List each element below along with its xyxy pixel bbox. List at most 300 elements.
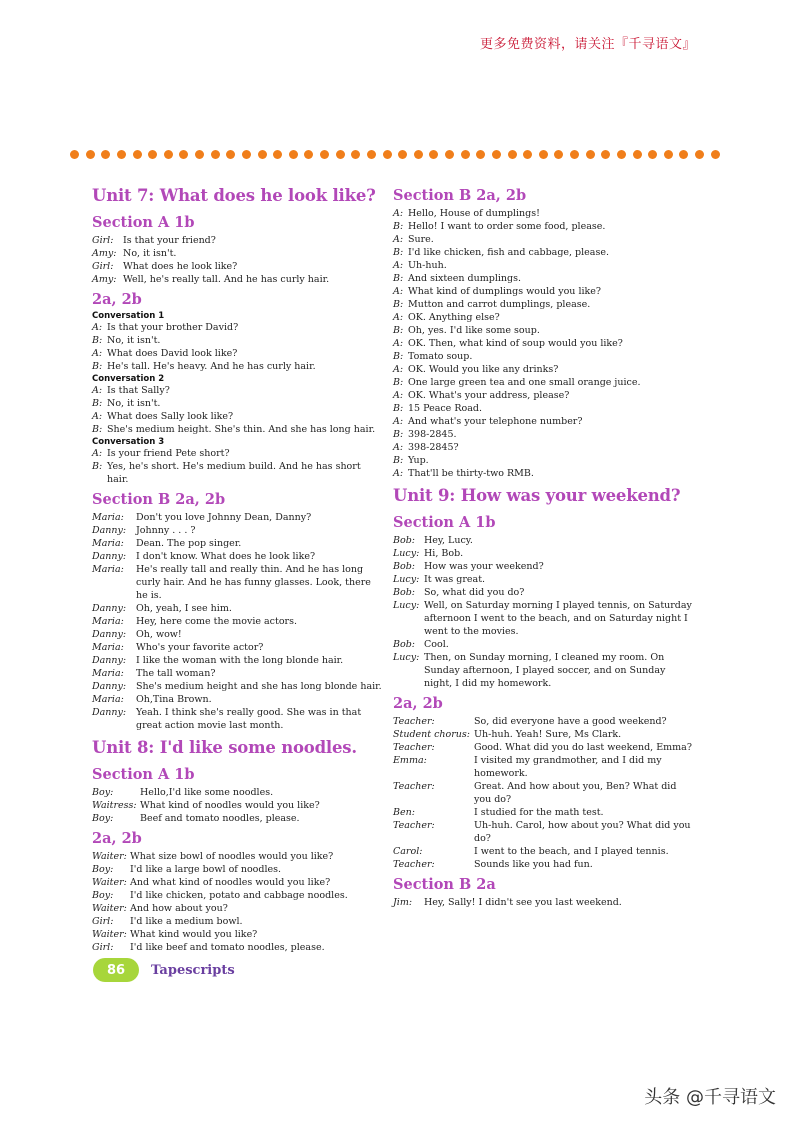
- conversation-title: Conversation 2: [92, 374, 165, 384]
- line-text: Then, on Sunday morning, I cleaned my room. On Sunday afternoon, I played soccer, and on Sunday night, I did my homework.: [424, 652, 666, 689]
- dialogue-line: [92, 654, 382, 667]
- speaker: Boy:: [92, 890, 114, 901]
- line-text: Uh-huh.: [408, 260, 447, 271]
- divider-dot: [508, 150, 517, 159]
- speaker: A:: [92, 448, 103, 459]
- speaker: B:: [393, 455, 404, 466]
- divider-dot: [523, 150, 532, 159]
- line-text: Great. And how about you, Ben? What did you do?: [474, 781, 677, 805]
- divider-dot: [383, 150, 392, 159]
- section-block: [92, 490, 382, 732]
- speaker: Waiter:: [92, 929, 127, 940]
- speaker: A:: [393, 468, 404, 479]
- page-number-badge: 86: [93, 958, 139, 982]
- line-text: She's medium height. She's thin. And she has long hair.: [107, 424, 376, 435]
- dialogue-line: [92, 693, 382, 706]
- line-text: Is that Sally?: [107, 385, 170, 396]
- speaker: Teacher:: [393, 742, 435, 753]
- line-text: Cool.: [424, 639, 449, 650]
- speaker: Bob:: [393, 535, 415, 546]
- line-text: Dean. The pop singer.: [136, 538, 242, 549]
- speaker: Boy:: [92, 864, 114, 875]
- speaker: Maria:: [92, 564, 124, 575]
- dialogue-line: [393, 741, 693, 754]
- line-text: Well, he's really tall. And he has curly hair.: [123, 274, 330, 285]
- divider-dot: [648, 150, 657, 159]
- line-text: OK. Anything else?: [408, 312, 500, 323]
- speaker: Boy:: [92, 787, 114, 798]
- line-text: It was great.: [424, 574, 486, 585]
- section-heading: 2a, 2b: [393, 695, 443, 712]
- dialogue: [92, 321, 382, 373]
- dialogue: [92, 511, 382, 732]
- speaker: Bob:: [393, 561, 415, 572]
- conversation: [92, 437, 382, 486]
- speaker: Girl:: [92, 942, 114, 953]
- dialogue: [92, 234, 382, 286]
- divider-dot: [179, 150, 188, 159]
- divider-dot: [148, 150, 157, 159]
- line-text: Oh, yeah, I see him.: [136, 603, 232, 614]
- dialogue-line: [393, 259, 693, 272]
- dialogue-line: [92, 602, 382, 615]
- section-heading: Section B 2a, 2b: [92, 491, 226, 508]
- speaker: B:: [92, 424, 103, 435]
- divider-dot: [258, 150, 267, 159]
- line-text: 15 Peace Road.: [408, 403, 482, 414]
- dialogue-line: [92, 397, 382, 410]
- divider-dot: [70, 150, 79, 159]
- dialogue-line: [393, 285, 693, 298]
- line-text: And how about you?: [130, 903, 228, 914]
- speaker: Danny:: [92, 681, 127, 692]
- dialogue-line: [393, 806, 693, 819]
- dialogue: [92, 850, 382, 954]
- section-heading: 2a, 2b: [92, 291, 142, 308]
- line-text: Uh-huh. Yeah! Sure, Ms Clark.: [474, 729, 622, 740]
- dialogue-line: [92, 786, 382, 799]
- line-text: Don't you love Johnny Dean, Danny?: [136, 512, 312, 523]
- dialogue-line: [92, 447, 382, 460]
- speaker: B:: [393, 377, 404, 388]
- line-text: Oh, yes. I'd like some soup.: [408, 325, 540, 336]
- divider-dot: [461, 150, 470, 159]
- line-text: Beef and tomato noodles, please.: [140, 813, 300, 824]
- divider-dot: [695, 150, 704, 159]
- line-text: And what's your telephone number?: [408, 416, 583, 427]
- divider-dot: [398, 150, 407, 159]
- line-text: Oh, wow!: [136, 629, 182, 640]
- dialogue-line: [393, 220, 693, 233]
- line-text: Is that your brother David?: [107, 322, 239, 333]
- dialogue-line: [92, 889, 382, 902]
- left-column: [92, 186, 382, 958]
- line-text: What kind of dumplings would you like?: [408, 286, 601, 297]
- dialogue-line: [393, 350, 693, 363]
- speaker: Amy:: [92, 274, 117, 285]
- speaker: A:: [92, 411, 103, 422]
- dialogue-line: [92, 347, 382, 360]
- speaker: A:: [393, 234, 404, 245]
- watermark: 头条 @千寻语文: [644, 1087, 776, 1108]
- line-text: So, did everyone have a good weekend?: [474, 716, 667, 727]
- dialogue: [393, 534, 693, 690]
- divider-dot: [617, 150, 626, 159]
- line-text: I'd like chicken, potato and cabbage noodles.: [130, 890, 348, 901]
- speaker: A:: [393, 390, 404, 401]
- dialogue-line: [393, 728, 693, 741]
- line-text: I don't know. What does he look like?: [136, 551, 316, 562]
- line-text: Well, on Saturday morning I played tennis, on Saturday afternoon I went to the beach, and on Saturday night I went to the movies.: [424, 600, 692, 637]
- dialogue: [393, 715, 693, 871]
- speaker: Amy:: [92, 248, 117, 259]
- dialogue-line: [393, 337, 693, 350]
- line-text: Tomato soup.: [408, 351, 473, 362]
- section-heading: Section A 1b: [393, 514, 496, 531]
- dialogue-line: [92, 628, 382, 641]
- dialogue-line: [393, 402, 693, 415]
- line-text: Yup.: [408, 455, 429, 466]
- dialogue-line: [92, 706, 382, 732]
- dialogue-line: [393, 845, 693, 858]
- divider-dot: [492, 150, 501, 159]
- line-text: Hey, Sally! I didn't see you last weekend.: [424, 897, 622, 908]
- speaker: B:: [393, 299, 404, 310]
- dialogue-line: [393, 207, 693, 220]
- divider-dot: [679, 150, 688, 159]
- footer-label: Tapescripts: [151, 962, 235, 978]
- divider-dot: [351, 150, 360, 159]
- divider-dot: [164, 150, 173, 159]
- line-text: Hello, House of dumplings!: [408, 208, 540, 219]
- dialogue-line: [92, 410, 382, 423]
- line-text: He's really tall and really thin. And he has long curly hair. And he has funny glasses. Look, there he is.: [136, 564, 371, 601]
- speaker: Danny:: [92, 655, 127, 666]
- speaker: Danny:: [92, 603, 127, 614]
- line-text: And sixteen dumplings.: [408, 273, 522, 284]
- divider-dot: [289, 150, 298, 159]
- section-block: [393, 186, 693, 480]
- speaker: A:: [393, 260, 404, 271]
- dialogue-line: [92, 524, 382, 537]
- line-text: Hello,I'd like some noodles.: [140, 787, 274, 798]
- section-heading: Section A 1b: [92, 766, 195, 783]
- speaker: Teacher:: [393, 716, 435, 727]
- line-text: What size bowl of noodles would you like?: [130, 851, 334, 862]
- dialogue-line: [92, 384, 382, 397]
- dialogue-line: [393, 754, 693, 780]
- dialogue-line: [393, 454, 693, 467]
- dialogue-line: [393, 441, 693, 454]
- line-text: I'd like beef and tomato noodles, please.: [130, 942, 325, 953]
- speaker: Waiter:: [92, 851, 127, 862]
- speaker: Girl:: [92, 235, 114, 246]
- dialogue-line: [393, 534, 693, 547]
- speaker: A:: [393, 208, 404, 219]
- speaker: Bob:: [393, 639, 415, 650]
- line-text: Hi, Bob.: [424, 548, 464, 559]
- line-text: Mutton and carrot dumplings, please.: [408, 299, 591, 310]
- line-text: Hey, here come the movie actors.: [136, 616, 297, 627]
- speaker: Danny:: [92, 629, 127, 640]
- divider-dot: [429, 150, 438, 159]
- speaker: Maria:: [92, 668, 124, 679]
- divider-dot: [711, 150, 720, 159]
- line-text: I'd like a large bowl of noodles.: [130, 864, 282, 875]
- speaker: B:: [393, 273, 404, 284]
- speaker: A:: [393, 338, 404, 349]
- speaker: B:: [92, 461, 103, 472]
- line-text: Is that your friend?: [123, 235, 216, 246]
- dialogue-line: [92, 247, 382, 260]
- dialogue-line: [92, 273, 382, 286]
- line-text: Johnny . . . ?: [136, 525, 196, 536]
- dialogue-line: [393, 324, 693, 337]
- line-text: Uh-huh. Carol, how about you? What did you do?: [474, 820, 691, 844]
- divider-dot: [117, 150, 126, 159]
- speaker: Lucy:: [393, 574, 420, 585]
- speaker: Bob:: [393, 587, 415, 598]
- speaker: A:: [393, 286, 404, 297]
- line-text: I visited my grandmother, and I did my homework.: [474, 755, 662, 779]
- speaker: Girl:: [92, 261, 114, 272]
- dotted-divider: [70, 150, 720, 162]
- dialogue: [92, 786, 382, 825]
- dialogue-line: [393, 233, 693, 246]
- dialogue-line: [92, 941, 382, 954]
- line-text: One large green tea and one small orange juice.: [408, 377, 641, 388]
- divider-dot: [586, 150, 595, 159]
- dialogue-line: [92, 563, 382, 602]
- divider-dot: [570, 150, 579, 159]
- line-text: I studied for the math test.: [474, 807, 604, 818]
- speaker: Maria:: [92, 694, 124, 705]
- line-text: Oh,Tina Brown.: [136, 694, 212, 705]
- speaker: A:: [393, 364, 404, 375]
- divider-dot: [242, 150, 251, 159]
- dialogue-line: [92, 537, 382, 550]
- divider-dot: [86, 150, 95, 159]
- dialogue-line: [92, 799, 382, 812]
- unit-title: Unit 8: I'd like some noodles.: [92, 738, 357, 757]
- dialogue-line: [92, 321, 382, 334]
- speaker: B:: [92, 361, 103, 372]
- section-heading: 2a, 2b: [92, 830, 142, 847]
- speaker: B:: [393, 247, 404, 258]
- speaker: Lucy:: [393, 652, 420, 663]
- speaker: A:: [393, 416, 404, 427]
- header-promo-note: 更多免费资料，请关注『千寻语文』: [479, 37, 696, 52]
- speaker: Waiter:: [92, 877, 127, 888]
- line-text: Sounds like you had fun.: [474, 859, 593, 870]
- speaker: Maria:: [92, 538, 124, 549]
- line-text: Is your friend Pete short?: [107, 448, 230, 459]
- divider-dot: [476, 150, 485, 159]
- speaker: Teacher:: [393, 859, 435, 870]
- dialogue-line: [393, 376, 693, 389]
- dialogue-line: [92, 334, 382, 347]
- dialogue-line: [92, 550, 382, 563]
- line-text: What does David look like?: [107, 348, 238, 359]
- line-text: Good. What did you do last weekend, Emma?: [474, 742, 692, 753]
- speaker: A:: [393, 442, 404, 453]
- line-text: What kind of noodles would you like?: [140, 800, 320, 811]
- dialogue-line: [393, 246, 693, 259]
- speaker: Student chorus:: [393, 729, 470, 740]
- speaker: Girl:: [92, 916, 114, 927]
- speaker: A:: [92, 322, 103, 333]
- dialogue-line: [393, 715, 693, 728]
- dialogue: [393, 207, 693, 480]
- dialogue-line: [92, 902, 382, 915]
- line-text: And what kind of noodles would you like?: [130, 877, 331, 888]
- dialogue-line: [92, 234, 382, 247]
- conversation: [92, 374, 382, 436]
- speaker: Danny:: [92, 551, 127, 562]
- speaker: Lucy:: [393, 548, 420, 559]
- section-block: [92, 829, 382, 954]
- speaker: Maria:: [92, 616, 124, 627]
- dialogue-line: [92, 928, 382, 941]
- line-text: I like the woman with the long blonde hair.: [136, 655, 344, 666]
- speaker: B:: [393, 221, 404, 232]
- line-text: Yeah. I think she's really good. She was in that great action movie last month.: [136, 707, 362, 731]
- divider-dot: [273, 150, 282, 159]
- dialogue-line: [393, 560, 693, 573]
- line-text: No, it isn't.: [107, 335, 161, 346]
- dialogue-line: [393, 896, 693, 909]
- divider-dot: [211, 150, 220, 159]
- speaker: B:: [393, 403, 404, 414]
- divider-dot: [445, 150, 454, 159]
- line-text: What does Sally look like?: [107, 411, 234, 422]
- speaker: Carol:: [393, 846, 423, 857]
- speaker: Maria:: [92, 512, 124, 523]
- dialogue-line: [92, 850, 382, 863]
- dialogue-line: [393, 363, 693, 376]
- dialogue-line: [92, 812, 382, 825]
- speaker: Jim:: [393, 897, 413, 908]
- line-text: No, it isn't.: [107, 398, 161, 409]
- divider-dot: [336, 150, 345, 159]
- line-text: Hey, Lucy.: [424, 535, 473, 546]
- line-text: What does he look like?: [123, 261, 238, 272]
- dialogue-line: [92, 863, 382, 876]
- dialogue-line: [393, 311, 693, 324]
- line-text: OK. Would you like any drinks?: [408, 364, 559, 375]
- page-footer: [93, 958, 235, 982]
- line-text: He's tall. He's heavy. And he has curly hair.: [107, 361, 316, 372]
- speaker: Danny:: [92, 707, 127, 718]
- section-heading: Section A 1b: [92, 214, 195, 231]
- unit-title: Unit 9: How was your weekend?: [393, 486, 681, 505]
- speaker: Emma:: [393, 755, 427, 766]
- speaker: Teacher:: [393, 781, 435, 792]
- right-column: [393, 186, 693, 913]
- divider-dot: [539, 150, 548, 159]
- divider-dot: [133, 150, 142, 159]
- line-text: So, what did you do?: [424, 587, 525, 598]
- speaker: Waiter:: [92, 903, 127, 914]
- dialogue-line: [393, 272, 693, 285]
- conversation-title: Conversation 1: [92, 311, 165, 321]
- divider-dot: [195, 150, 204, 159]
- speaker: B:: [393, 325, 404, 336]
- section-block: [393, 694, 693, 871]
- dialogue-line: [393, 638, 693, 651]
- divider-dot: [101, 150, 110, 159]
- divider-dot: [320, 150, 329, 159]
- speaker: B:: [393, 351, 404, 362]
- dialogue-line: [393, 858, 693, 871]
- line-text: Yes, he's short. He's medium build. And he has short hair.: [107, 461, 361, 485]
- line-text: She's medium height and she has long blonde hair.: [136, 681, 382, 692]
- unit-title: Unit 7: What does he look like?: [92, 186, 376, 205]
- speaker: A:: [92, 348, 103, 359]
- speaker: Maria:: [92, 642, 124, 653]
- divider-dot: [601, 150, 610, 159]
- dialogue-line: [393, 428, 693, 441]
- dialogue-line: [92, 360, 382, 373]
- speaker: B:: [92, 335, 103, 346]
- dialogue-line: [92, 511, 382, 524]
- section-heading: Section B 2a: [393, 876, 496, 893]
- divider-dot: [367, 150, 376, 159]
- dialogue: [92, 384, 382, 436]
- line-text: I went to the beach, and I played tennis.: [474, 846, 669, 857]
- dialogue-line: [393, 651, 693, 690]
- dialogue-line: [393, 819, 693, 845]
- dialogue-line: [393, 586, 693, 599]
- line-text: How was your weekend?: [424, 561, 544, 572]
- speaker: B:: [393, 429, 404, 440]
- dialogue-line: [92, 876, 382, 889]
- speaker: B:: [92, 398, 103, 409]
- dialogue-line: [92, 260, 382, 273]
- speaker: Boy:: [92, 813, 114, 824]
- divider-dot: [554, 150, 563, 159]
- line-text: I'd like a medium bowl.: [130, 916, 243, 927]
- conversation-title: Conversation 3: [92, 437, 165, 447]
- line-text: What kind would you like?: [130, 929, 258, 940]
- section-block: [393, 513, 693, 690]
- dialogue-line: [393, 389, 693, 402]
- dialogue: [393, 896, 693, 909]
- line-text: 398-2845.: [408, 429, 457, 440]
- speaker: Danny:: [92, 525, 127, 536]
- conversation: [92, 311, 382, 373]
- speaker: Ben:: [393, 807, 415, 818]
- divider-dot: [664, 150, 673, 159]
- divider-dot: [304, 150, 313, 159]
- dialogue-line: [393, 599, 693, 638]
- line-text: Hello! I want to order some food, please.: [408, 221, 606, 232]
- line-text: OK. What's your address, please?: [408, 390, 570, 401]
- section-block: [92, 290, 382, 486]
- speaker: A:: [92, 385, 103, 396]
- dialogue-line: [393, 780, 693, 806]
- dialogue-line: [92, 667, 382, 680]
- dialogue-line: [92, 680, 382, 693]
- speaker: Lucy:: [393, 600, 420, 611]
- line-text: OK. Then, what kind of soup would you like?: [408, 338, 623, 349]
- dialogue-line: [393, 298, 693, 311]
- section-block: [92, 765, 382, 825]
- dialogue-line: [92, 460, 382, 486]
- dialogue-line: [92, 423, 382, 436]
- line-text: 398-2845?: [408, 442, 459, 453]
- line-text: The tall woman?: [136, 668, 216, 679]
